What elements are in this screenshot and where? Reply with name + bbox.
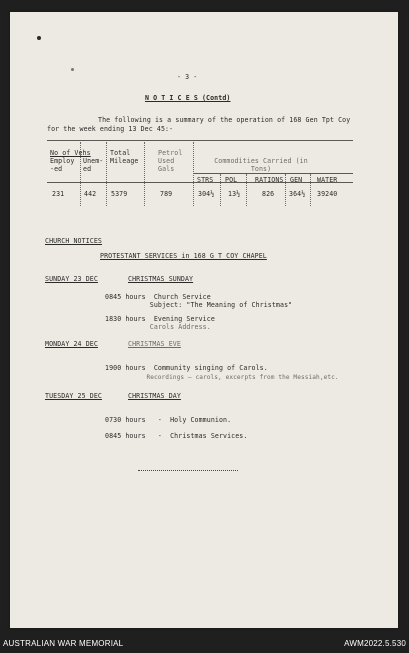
cell-pol: 13½ xyxy=(228,190,241,198)
church-notices-title: CHURCH NOTICES xyxy=(45,237,102,245)
cell-unemployed: 442 xyxy=(84,190,97,198)
column-divider xyxy=(220,174,221,206)
sunday-item-3: 1830 hours Evening Service xyxy=(105,315,215,323)
stain-mark xyxy=(71,68,74,71)
sunday-item-4: Carols Address. xyxy=(105,323,211,331)
cell-gen: 364½ xyxy=(289,190,306,198)
notices-heading: N O T I C E S (Contd) xyxy=(145,94,231,102)
label-christmas-day: CHRISTMAS DAY xyxy=(128,392,181,400)
cell-water: 39240 xyxy=(317,190,338,198)
tuesday-item-1: 0730 hours - Holy Communion. xyxy=(105,416,232,424)
document-page xyxy=(10,12,398,628)
sunday-item-2: Subject: "The Meaning of Christmas" xyxy=(105,301,293,309)
cell-mileage: 5379 xyxy=(111,190,128,198)
footer-source: AUSTRALIAN WAR MEMORIAL xyxy=(3,639,124,648)
col-vehs-h3: -ed xyxy=(50,165,63,173)
table-sub-rule xyxy=(193,173,353,174)
col-vehs-h1: No of Vehs xyxy=(50,149,91,157)
cell-petrol: 789 xyxy=(160,190,173,198)
monday-item-1: 1900 hours Community singing of Carols. xyxy=(105,364,268,372)
church-subtitle: PROTESTANT SERVICES in 168 G T COY CHAPEL xyxy=(100,252,267,260)
column-divider xyxy=(246,174,247,206)
summary-line-2: for the week ending 13 Dec 45:- xyxy=(47,125,174,133)
col-vehs-h2: Employ xyxy=(50,157,75,165)
footer-bar xyxy=(0,635,409,653)
sub-header-gen: GEN xyxy=(290,176,303,184)
monday-item-2: Recordings — carols, excerpts from the Messiah,etc. xyxy=(105,374,339,381)
punch-hole-mark xyxy=(37,36,41,40)
footer-reference: AWM2022.5.530 xyxy=(344,639,406,648)
col-mileage-h1: Total xyxy=(110,149,131,157)
column-divider xyxy=(193,142,194,206)
sub-header-water: WATER xyxy=(317,176,338,184)
column-divider xyxy=(144,142,145,206)
col-petrol-h2: Used xyxy=(158,157,175,165)
column-divider xyxy=(285,174,286,206)
day-sunday: SUNDAY 23 DEC xyxy=(45,275,98,283)
cell-rations: 826 xyxy=(262,190,275,198)
sub-header-pol: POL xyxy=(225,176,238,184)
col-mileage-h2: Mileage xyxy=(110,157,139,165)
sub-header-strs: STRS xyxy=(197,176,214,184)
cell-employed: 231 xyxy=(52,190,65,198)
day-monday: MONDAY 24 DEC xyxy=(45,340,98,348)
col-petrol-h1: Petrol xyxy=(158,149,183,157)
table-top-rule xyxy=(47,140,353,141)
closing-dotted-line xyxy=(138,470,238,471)
tuesday-item-2: 0845 hours - Christmas Services. xyxy=(105,432,248,440)
label-christmas-sunday: CHRISTMAS SUNDAY xyxy=(128,275,194,283)
summary-line-1: The following is a summary of the operation of 168 Gen Tpt Coy xyxy=(98,116,351,124)
col-unemp-h1: Unem- xyxy=(83,157,104,165)
column-divider xyxy=(106,142,107,206)
column-divider xyxy=(310,174,311,206)
col-unemp-h2: ed xyxy=(83,165,92,173)
label-christmas-eve: CHRISTMAS EVE xyxy=(128,340,181,348)
day-tuesday: TUESDAY 25 DEC xyxy=(45,392,102,400)
cell-strs: 304½ xyxy=(198,190,215,198)
col-petrol-h3: Gals xyxy=(158,165,175,173)
sunday-item-1: 0845 hours Church Service xyxy=(105,293,211,301)
sub-header-rations: RATIONS xyxy=(255,176,284,184)
col-commodities-h: Commodities Carried (in Tons) xyxy=(214,157,308,173)
page-number: - 3 - xyxy=(177,73,198,81)
